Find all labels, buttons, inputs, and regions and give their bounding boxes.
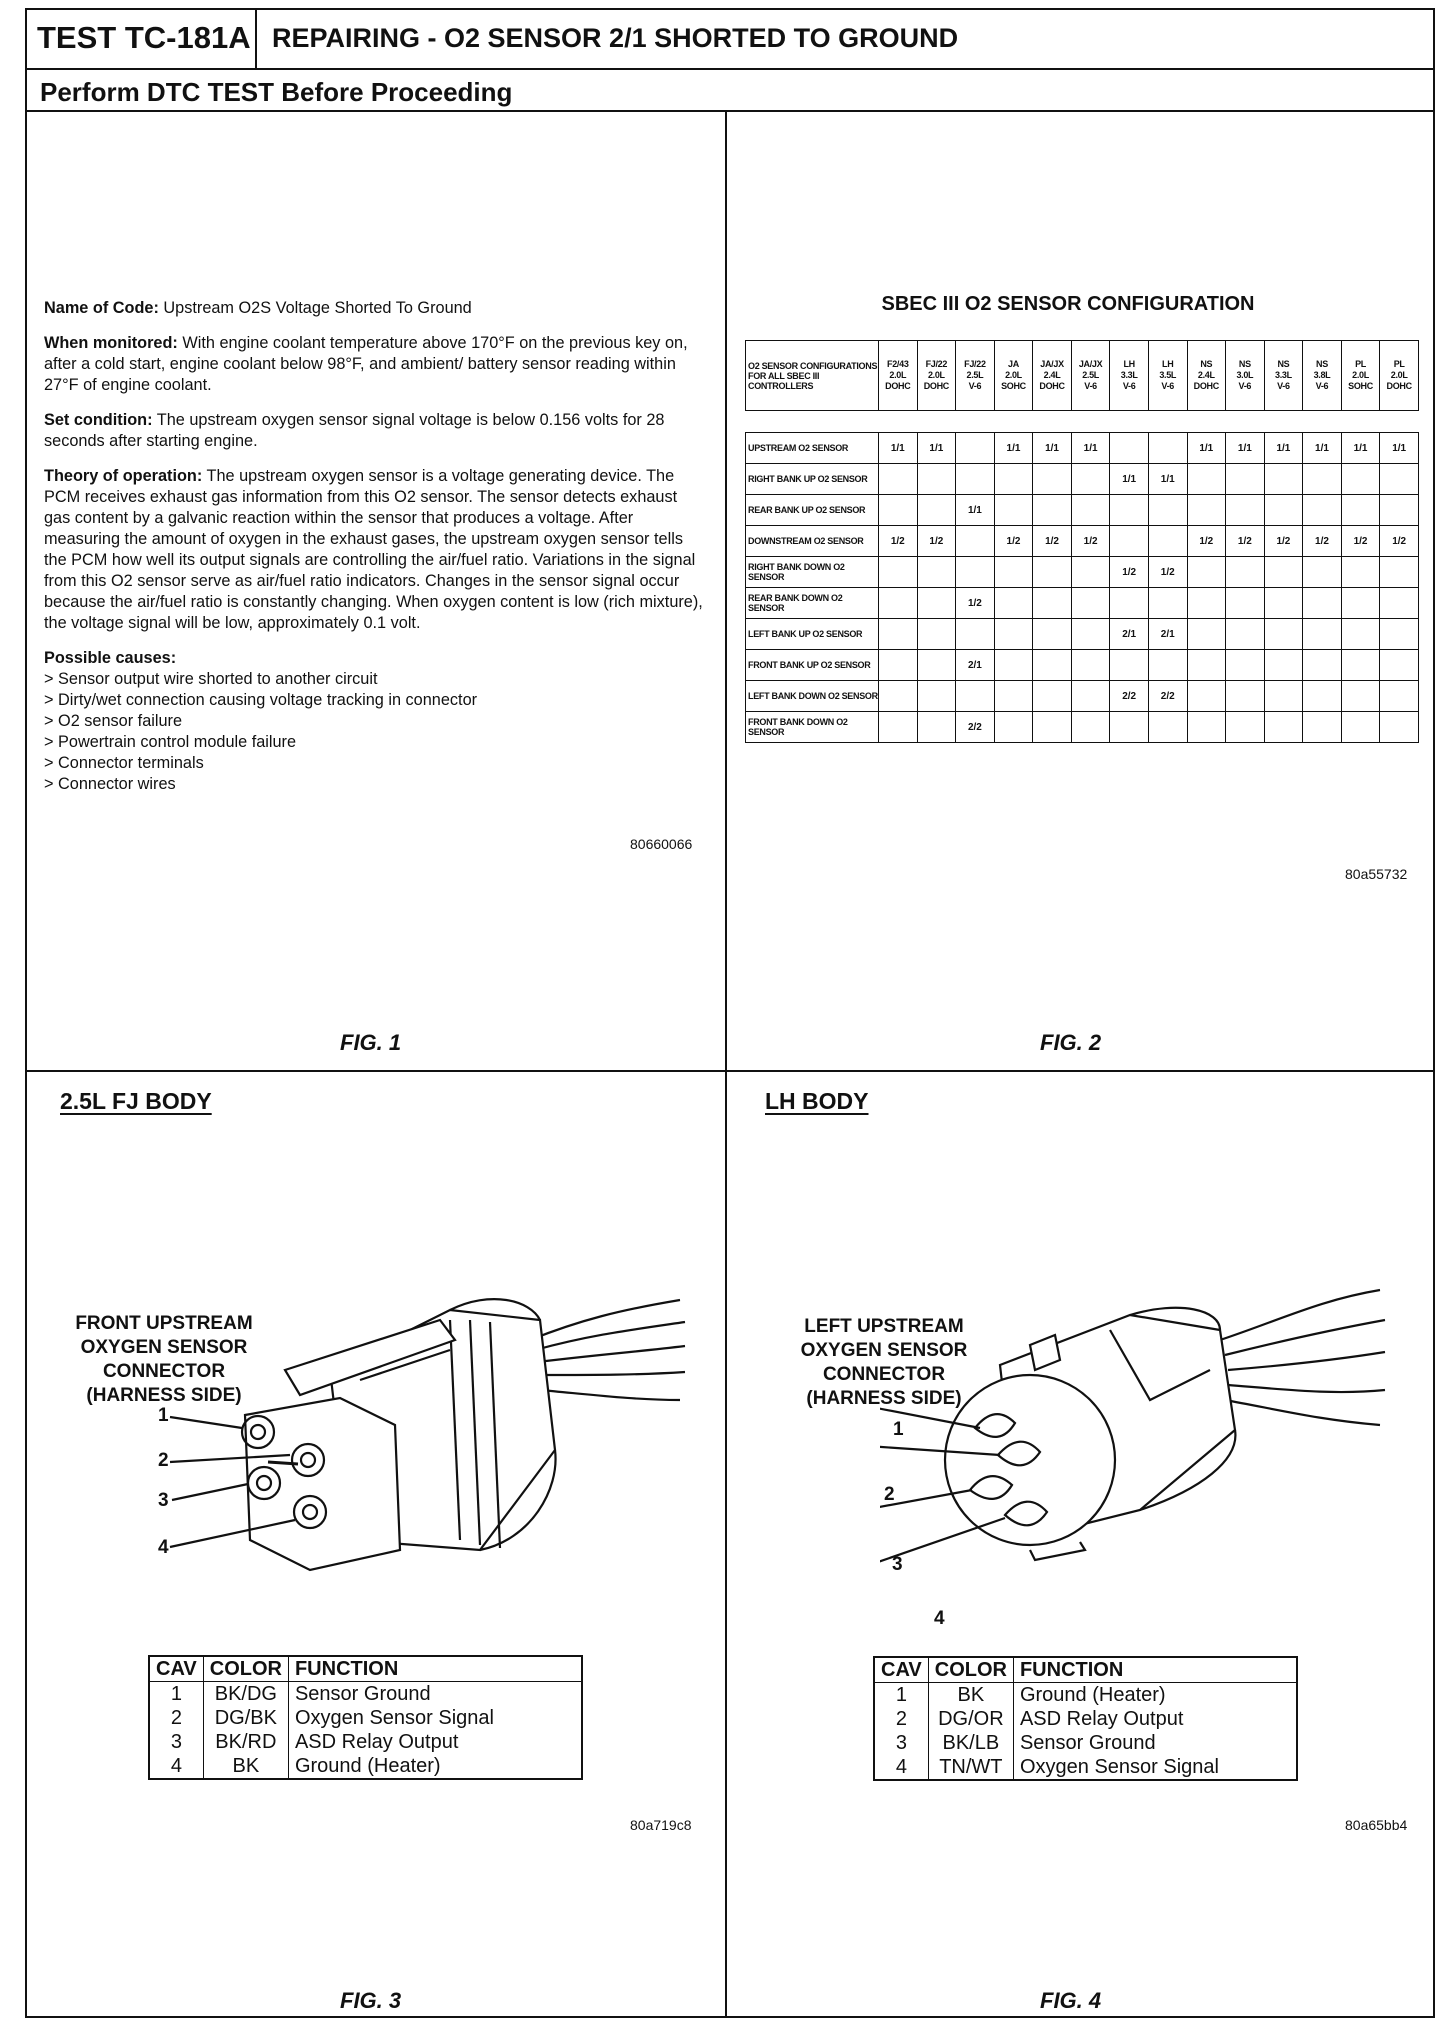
config-cell	[1303, 619, 1342, 650]
config-cell: 1/1	[1033, 433, 1072, 464]
config-cell	[1226, 588, 1265, 619]
config-cell	[1033, 495, 1072, 526]
config-cell	[1110, 433, 1149, 464]
fig1-text	[44, 298, 704, 795]
config-cell: 2/2	[1110, 681, 1149, 712]
config-cell	[994, 495, 1033, 526]
config-cell: 1/2	[956, 588, 995, 619]
fig4-callout: LEFT UPSTREAM OXYGEN SENSOR CONNECTOR (HARNESS SIDE)	[800, 1316, 968, 1409]
config-cell	[1071, 588, 1110, 619]
config-row-label: REAR BANK DOWN O2 SENSOR	[746, 588, 879, 619]
config-cell: 1/2	[1033, 526, 1072, 557]
config-cell	[1226, 495, 1265, 526]
config-cell	[1303, 588, 1342, 619]
config-cell	[1264, 495, 1303, 526]
table-row	[746, 433, 1419, 464]
config-row-label: UPSTREAM O2 SENSOR	[746, 433, 879, 464]
config-cell	[1341, 588, 1380, 619]
config-column-header: JA/JX 2.5L V-6	[1071, 341, 1110, 411]
config-cell	[994, 681, 1033, 712]
config-cell	[1110, 495, 1149, 526]
config-corner: O2 SENSOR CONFIGURATIONS FOR ALL SBEC III CONTROLLERS	[746, 341, 879, 411]
config-cell	[1187, 464, 1226, 495]
fig3-cav-table	[148, 1655, 583, 1780]
fig2-label: FIG. 2	[1040, 1030, 1102, 1055]
table-row: 4 BK Ground (Heater)	[149, 1754, 582, 1779]
config-cell	[1033, 619, 1072, 650]
config-cell	[1303, 495, 1342, 526]
config-cell	[1341, 557, 1380, 588]
table-row: 2 DG/BK Oxygen Sensor Signal	[149, 1706, 582, 1730]
config-cell: 2/1	[1148, 619, 1187, 650]
config-cell	[879, 712, 918, 743]
config-column-header: LH 3.3L V-6	[1110, 341, 1149, 411]
config-table-header	[745, 340, 1419, 411]
config-cell	[917, 619, 956, 650]
color-header: COLOR	[203, 1656, 288, 1682]
fig4-pin-1: 1	[893, 1419, 904, 1440]
fig1-label: FIG. 1	[340, 1030, 402, 1055]
config-cell: 1/1	[1110, 464, 1149, 495]
config-cell	[1187, 681, 1226, 712]
config-column-header: FJ/22 2.0L DOHC	[917, 341, 956, 411]
config-cell: 1/2	[1110, 557, 1149, 588]
config-table-title: SBEC III O2 SENSOR CONFIGURATION	[881, 293, 1255, 315]
cause-item: > Dirty/wet connection causing voltage tracking in connector	[44, 691, 478, 709]
fig3-pin-2: 2	[158, 1450, 169, 1471]
config-cell	[1148, 712, 1187, 743]
config-cell	[1341, 495, 1380, 526]
table-row	[746, 495, 1419, 526]
config-column-header: JA 2.0L SOHC	[994, 341, 1033, 411]
function-header: FUNCTION	[1013, 1657, 1297, 1683]
config-column-header: F2/43 2.0L DOHC	[879, 341, 918, 411]
cause-item: > Connector terminals	[44, 754, 204, 772]
fig1-code: 80660066	[630, 836, 693, 852]
fig3-pin-1: 1	[158, 1405, 169, 1426]
config-cell: 1/2	[1148, 557, 1187, 588]
config-cell	[956, 619, 995, 650]
config-cell	[1380, 681, 1419, 712]
fig4-body-title: LH BODY	[765, 1088, 869, 1114]
config-cell	[1187, 557, 1226, 588]
cause-item: > Connector wires	[44, 775, 176, 793]
table-row: 3 BK/RD ASD Relay Output	[149, 1730, 582, 1754]
config-cell: 1/1	[1226, 433, 1265, 464]
config-cell	[1110, 526, 1149, 557]
table-row	[746, 526, 1419, 557]
config-cell: 1/1	[1148, 464, 1187, 495]
fig3-label: FIG. 3	[340, 1988, 402, 2013]
fig3-pin-3: 3	[158, 1490, 169, 1511]
color-header: COLOR	[928, 1657, 1013, 1683]
fig4-code: 80a65bb4	[1345, 1817, 1408, 1833]
config-cell	[1148, 588, 1187, 619]
config-cell	[1071, 650, 1110, 681]
config-column-header: NS 3.8L V-6	[1303, 341, 1342, 411]
config-cell	[879, 650, 918, 681]
config-cell	[1341, 650, 1380, 681]
table-row	[746, 681, 1419, 712]
config-cell	[1264, 712, 1303, 743]
config-cell	[1148, 650, 1187, 681]
table-row: 1 BK Ground (Heater)	[874, 1683, 1297, 1708]
config-column-header: JA/JX 2.4L DOHC	[1033, 341, 1072, 411]
table-row: 4 TN/WT Oxygen Sensor Signal	[874, 1755, 1297, 1780]
config-cell	[879, 588, 918, 619]
config-cell: 1/2	[1303, 526, 1342, 557]
config-column-header: FJ/22 2.5L V-6	[956, 341, 995, 411]
config-cell	[1071, 557, 1110, 588]
config-cell	[1187, 712, 1226, 743]
config-cell	[917, 557, 956, 588]
config-cell	[1226, 681, 1265, 712]
config-cell	[917, 650, 956, 681]
config-cell	[1303, 557, 1342, 588]
config-cell	[879, 464, 918, 495]
fig4-pin-3: 3	[892, 1554, 903, 1575]
config-cell: 2/2	[956, 712, 995, 743]
config-cell	[1380, 712, 1419, 743]
config-cell	[1071, 495, 1110, 526]
config-cell	[879, 681, 918, 712]
config-cell	[1303, 650, 1342, 681]
config-cell: 1/1	[1071, 433, 1110, 464]
cav-header: CAV	[874, 1657, 928, 1683]
config-cell: 1/1	[1187, 433, 1226, 464]
config-row-label: REAR BANK UP O2 SENSOR	[746, 495, 879, 526]
config-cell	[1187, 619, 1226, 650]
fig4-cav-table	[873, 1656, 1298, 1781]
table-row: 2 DG/OR ASD Relay Output	[874, 1707, 1297, 1731]
config-cell	[994, 464, 1033, 495]
fig3-callout: FRONT UPSTREAM OXYGEN SENSOR CONNECTOR (HARNESS SIDE)	[75, 1313, 253, 1406]
config-cell	[1380, 619, 1419, 650]
config-cell	[1380, 650, 1419, 681]
config-row-label: LEFT BANK UP O2 SENSOR	[746, 619, 879, 650]
table-row	[746, 619, 1419, 650]
config-row-label: FRONT BANK UP O2 SENSOR	[746, 650, 879, 681]
config-cell	[1148, 495, 1187, 526]
config-cell	[1341, 619, 1380, 650]
config-cell	[1033, 650, 1072, 681]
config-cell	[917, 464, 956, 495]
config-cell	[1380, 588, 1419, 619]
fig2-code: 80a55732	[1345, 866, 1408, 882]
config-cell	[1071, 681, 1110, 712]
config-cell	[917, 712, 956, 743]
config-cell	[1341, 464, 1380, 495]
config-cell	[879, 495, 918, 526]
config-cell	[1380, 557, 1419, 588]
cav-header: CAV	[149, 1656, 203, 1682]
config-cell	[1226, 557, 1265, 588]
config-cell: 1/1	[1380, 433, 1419, 464]
fig4-label: FIG. 4	[1040, 1988, 1102, 2013]
config-cell: 1/2	[1380, 526, 1419, 557]
config-cell	[1264, 619, 1303, 650]
config-cell	[1033, 588, 1072, 619]
config-cell: 2/2	[1148, 681, 1187, 712]
cause-item: > Powertrain control module failure	[44, 733, 297, 751]
config-cell: 1/1	[917, 433, 956, 464]
vertical-divider	[725, 110, 727, 2018]
config-cell	[1226, 712, 1265, 743]
cause-item: > Sensor output wire shorted to another circuit	[44, 670, 378, 688]
config-cell	[1341, 712, 1380, 743]
config-cell	[956, 526, 995, 557]
config-cell	[1264, 681, 1303, 712]
config-cell	[1033, 557, 1072, 588]
config-cell: 1/1	[1303, 433, 1342, 464]
config-column-header: PL 2.0L DOHC	[1380, 341, 1419, 411]
name-of-code: Name of Code: Upstream O2S Voltage Shorted To Ground	[44, 299, 472, 317]
subtitle-divider	[25, 110, 1435, 112]
config-row-label: DOWNSTREAM O2 SENSOR	[746, 526, 879, 557]
table-row	[746, 650, 1419, 681]
config-cell: 2/1	[1110, 619, 1149, 650]
config-cell	[1303, 681, 1342, 712]
config-cell: 1/1	[1341, 433, 1380, 464]
config-cell	[1303, 712, 1342, 743]
config-cell	[1033, 712, 1072, 743]
config-cell	[956, 557, 995, 588]
config-cell	[994, 712, 1033, 743]
horizontal-divider	[25, 1070, 1435, 1072]
config-cell	[1148, 433, 1187, 464]
config-cell: 1/2	[994, 526, 1033, 557]
config-column-header: PL 2.0L SOHC	[1341, 341, 1380, 411]
config-cell: 1/2	[879, 526, 918, 557]
config-cell: 1/2	[1264, 526, 1303, 557]
page-subtitle: Perform DTC TEST Before Proceeding	[40, 77, 513, 107]
config-column-header: NS 2.4L DOHC	[1187, 341, 1226, 411]
config-cell: 1/1	[956, 495, 995, 526]
config-cell	[994, 619, 1033, 650]
cause-item: > O2 sensor failure	[44, 712, 183, 730]
table-row	[746, 557, 1419, 588]
config-cell	[917, 588, 956, 619]
function-header: FUNCTION	[288, 1656, 582, 1682]
config-cell	[1071, 619, 1110, 650]
fig4-connector-illustration	[880, 1250, 1400, 1630]
config-cell	[879, 619, 918, 650]
config-cell	[1187, 650, 1226, 681]
fig3-code: 80a719c8	[630, 1817, 692, 1833]
config-cell: 1/1	[1264, 433, 1303, 464]
config-column-header: LH 3.5L V-6	[1148, 341, 1187, 411]
config-cell: 1/2	[1226, 526, 1265, 557]
page-title: REPAIRING - O2 SENSOR 2/1 SHORTED TO GROUND	[272, 23, 959, 53]
config-cell	[1071, 464, 1110, 495]
config-cell: 1/2	[1071, 526, 1110, 557]
config-table	[745, 432, 1419, 743]
config-cell	[1380, 495, 1419, 526]
config-cell	[1110, 712, 1149, 743]
config-cell	[956, 681, 995, 712]
config-cell	[1187, 588, 1226, 619]
fig4-pin-2: 2	[884, 1484, 895, 1505]
config-cell: 1/2	[1341, 526, 1380, 557]
config-cell	[1303, 464, 1342, 495]
config-cell	[1264, 650, 1303, 681]
table-row	[746, 712, 1419, 743]
config-cell	[1341, 681, 1380, 712]
config-column-header: NS 3.3L V-6	[1264, 341, 1303, 411]
theory-of-operation: Theory of operation: The upstream oxygen sensor is a voltage generating device. The PCM receives exhaust gas information from this O2 sensor. The sensor detects exhaust gas content by a galvanic reaction within the sensor that produces a voltage. After measuring the amount of oxygen in the exhaust gases, the upstream oxygen sensor tells the PCM how well its output signals are controlling the air/fuel ratio. Variations in the signal from this O2 sensor serve as air/fuel ratio indicators. Changes in the sensor signal occur because the air/fuel ratio is constantly changing. When oxygen content is low (rich mixture), the voltage signal will be low, approximately 0.1 volt.	[44, 467, 703, 632]
config-cell	[956, 433, 995, 464]
set-condition: Set condition: The upstream oxygen sensor signal voltage is below 0.156 volts for 28 seconds after starting engine.	[44, 411, 665, 450]
config-cell	[1148, 526, 1187, 557]
config-cell	[1226, 619, 1265, 650]
fig3-connector-illustration	[150, 1250, 690, 1650]
config-cell	[1033, 464, 1072, 495]
config-cell	[956, 464, 995, 495]
config-cell	[1264, 588, 1303, 619]
config-row-label: FRONT BANK DOWN O2 SENSOR	[746, 712, 879, 743]
fig3-pin-4: 4	[158, 1537, 169, 1558]
table-row: 1 BK/DG Sensor Ground	[149, 1682, 582, 1707]
when-monitored: When monitored: With engine coolant temperature above 170°F on the previous key on, after a cold start, engine coolant below 98°F, and ambient/ battery sensor reading within 27°F of engine coolant.	[44, 334, 688, 394]
config-cell: 2/1	[956, 650, 995, 681]
config-row-label: RIGHT BANK DOWN O2 SENSOR	[746, 557, 879, 588]
config-cell	[1071, 712, 1110, 743]
config-cell	[994, 650, 1033, 681]
config-cell	[1380, 464, 1419, 495]
config-row-label: LEFT BANK DOWN O2 SENSOR	[746, 681, 879, 712]
table-row	[746, 588, 1419, 619]
fig4-pin-4: 4	[934, 1608, 945, 1629]
config-cell	[994, 557, 1033, 588]
config-cell	[1110, 588, 1149, 619]
config-cell: 1/2	[1187, 526, 1226, 557]
config-cell: 1/1	[994, 433, 1033, 464]
config-cell	[917, 681, 956, 712]
config-row-label: RIGHT BANK UP O2 SENSOR	[746, 464, 879, 495]
config-cell	[1226, 650, 1265, 681]
config-cell: 1/2	[917, 526, 956, 557]
config-cell	[1264, 464, 1303, 495]
config-cell	[917, 495, 956, 526]
possible-causes: Possible causes: > Sensor output wire shorted to another circuit > Dirty/wet connection causing voltage tracking in connector > O2 sensor failure > Powertrain control module failure > Connector terminals > Connector wires	[44, 648, 704, 795]
config-cell	[994, 588, 1033, 619]
table-row	[746, 464, 1419, 495]
test-id: TEST TC-181A	[25, 8, 257, 68]
config-cell	[1187, 495, 1226, 526]
config-cell	[1110, 650, 1149, 681]
config-column-header: NS 3.0L V-6	[1226, 341, 1265, 411]
config-cell	[1226, 464, 1265, 495]
fig3-body-title: 2.5L FJ BODY	[60, 1088, 212, 1114]
table-row: 3 BK/LB Sensor Ground	[874, 1731, 1297, 1755]
config-cell	[1033, 681, 1072, 712]
config-cell: 1/1	[879, 433, 918, 464]
config-cell	[879, 557, 918, 588]
config-cell	[1264, 557, 1303, 588]
